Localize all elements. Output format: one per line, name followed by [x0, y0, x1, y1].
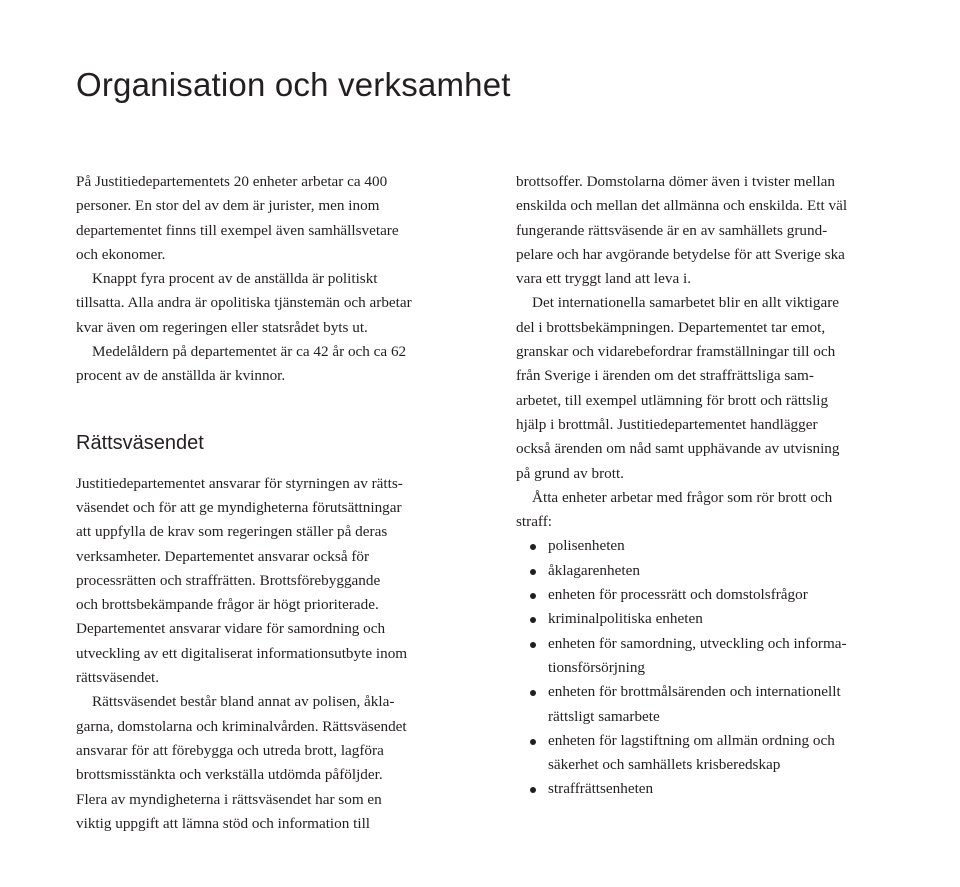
text-line: att uppfylla de krav som regeringen ställer på deras — [76, 523, 388, 541]
text-line: Flera av myndigheterna i rättsväsendet har som en — [76, 790, 382, 808]
text-line: straff: — [516, 513, 552, 531]
list-item — [516, 534, 908, 558]
text-line: enskilda och mellan det allmänna och enskilda. Ett väl — [516, 197, 848, 215]
list-item-text: enheten för samordning, utveckling och informa- — [548, 634, 847, 652]
intro-paragraph-3 — [76, 340, 468, 389]
list-item — [516, 583, 908, 607]
list-item — [516, 607, 908, 631]
text-line: utveckling av ett digitaliserat informationsutbyte inom — [76, 644, 408, 662]
text-line: Rättsväsendet består bland annat av polisen, åkla- — [92, 693, 395, 711]
text-line: Knappt fyra procent av de anställda är politiskt — [92, 270, 378, 288]
intro-paragraph-1 — [76, 170, 468, 267]
continued-paragraph — [516, 170, 908, 291]
list-item — [516, 559, 908, 583]
text-line: och brottsbekämpande frågor är högt prioriterade. — [76, 596, 379, 614]
list-item-text: enheten för processrätt och domstolsfrågor — [548, 586, 808, 604]
units-list — [516, 534, 908, 801]
text-line: procent av de anställda är kvinnor. — [76, 367, 286, 385]
text-line: viktig uppgift att lämna stöd och information till — [76, 814, 371, 832]
section-paragraph-2 — [76, 690, 468, 836]
text-line: rättsväsendet. — [76, 669, 160, 687]
text-line: ansvarar för att förebygga och utreda brott, lagföra — [76, 741, 384, 759]
list-item-text: kriminalpolitiska enheten — [548, 610, 703, 628]
text-line: departementet finns till exempel även samhällsvetare — [76, 221, 399, 239]
text-line: brottsmisstänkta och verkställa utdömda påföljder. — [76, 766, 383, 784]
text-line: garna, domstolarna och kriminalvården. Rättsväsendet — [76, 717, 407, 735]
text-line: Det internationella samarbetet blir en allt viktigare — [532, 294, 840, 312]
text-line: personer. En stor del av dem är jurister, men inom — [76, 197, 380, 215]
text-line: också ärenden om nåd samt upphävande av utvisning — [516, 440, 840, 458]
text-line: verksamheter. Departementet ansvarar också för — [76, 547, 370, 565]
text-line: processrätten och straffrätten. Brottsförebyggande — [76, 571, 381, 589]
intro-paragraph-2 — [76, 267, 468, 340]
list-item-text: straffrättsenheten — [548, 780, 654, 798]
list-item-text: polisenheten — [548, 537, 625, 555]
text-line: på grund av brott. — [516, 464, 624, 482]
text-line: Departementet ansvarar vidare för samordning och — [76, 620, 386, 638]
text-line: väsendet och för att ge myndigheterna förutsättningar — [76, 498, 402, 516]
text-line: kvar även om regeringen eller statsrådet byts ut. — [76, 318, 368, 336]
units-intro-paragraph — [516, 486, 908, 535]
section-heading: Rättsväsendet — [76, 431, 204, 454]
text-line: vara ett tryggt land att leva i. — [516, 270, 692, 288]
text-line: pelare och har avgörande betydelse för att Sverige ska — [516, 245, 845, 263]
list-item-text: rättsligt samarbete — [548, 707, 660, 725]
list-item — [516, 777, 908, 801]
text-line: och ekonomer. — [76, 245, 166, 263]
section-paragraph-1 — [76, 472, 468, 691]
text-line: Medelåldern på departementet är ca 42 år och ca 62 — [92, 343, 407, 361]
text-line: tillsatta. Alla andra är opolitiska tjänstemän och arbetar — [76, 294, 412, 312]
text-line: Åtta enheter arbetar med frågor som rör brott och — [532, 488, 833, 506]
list-item — [516, 680, 908, 729]
list-item-text: enheten för lagstiftning om allmän ordning och — [548, 731, 835, 749]
text-line: På Justitiedepartementets 20 enheter arbetar ca 400 — [76, 173, 388, 190]
text-line: arbetet, till exempel utlämning för brott och rättslig — [516, 391, 829, 409]
text-line: brottsoffer. Domstolarna dömer även i tvister mellan — [516, 173, 835, 190]
right-column — [516, 170, 908, 802]
text-line: del i brottsbekämpningen. Departementet tar emot, — [516, 318, 826, 336]
text-line: granskar och vidarebefordrar framställningar till och — [516, 343, 836, 361]
text-line: fungerande rättsväsende är en av samhällets grund- — [516, 221, 828, 239]
list-item-text: tionsförsörjning — [548, 658, 646, 676]
list-item — [516, 632, 908, 681]
international-paragraph — [516, 291, 908, 485]
list-item-text: enheten för brottmålsärenden och internationellt — [548, 683, 841, 701]
text-line: Justitiedepartementet ansvarar för styrningen av rätts- — [76, 474, 403, 492]
list-item-text: säkerhet och samhällets krisberedskap — [548, 756, 781, 774]
page-title: Organisation och verksamhet — [76, 66, 511, 103]
list-item — [516, 729, 908, 778]
left-column — [76, 170, 468, 836]
text-line: hjälp i brottmål. Justitiedepartementet handlägger — [516, 415, 818, 433]
list-item-text: åklagarenheten — [548, 561, 640, 579]
text-line: från Sverige i ärenden om det straffrättsliga sam- — [516, 367, 814, 385]
